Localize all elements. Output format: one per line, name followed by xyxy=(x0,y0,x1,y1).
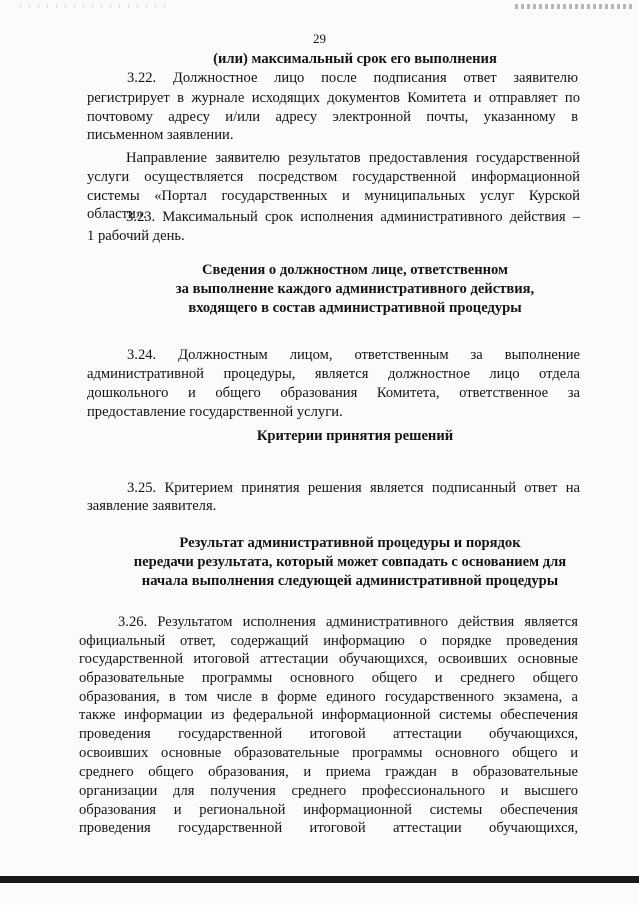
section-heading-kriterii: Критерии принятия решений xyxy=(256,428,454,444)
paragraph-3-25-line: заявление заявителя. xyxy=(87,498,217,514)
scan-bottom-border xyxy=(0,876,639,883)
paragraph-3-26-line: образования и региональной информационной системы обеспечения xyxy=(79,802,578,818)
paragraph-3-24-line: дошкольного и общего образования Комитета, ответственное за xyxy=(87,385,580,401)
section-heading-rezultat: передачи результата, который может совпадать с основанием для xyxy=(133,554,567,570)
paragraph-3-26-line: образования, в том числе в форме единого государственного экзамена, а xyxy=(79,689,578,705)
paragraph-3-26-line: освоивших основные образовательные программы основного общего и xyxy=(79,745,578,761)
paragraph-3-22-line: 3.22. Должностное лицо после подписания ответ заявителю xyxy=(127,70,578,86)
paragraph-3-23-line: 1 рабочий день. xyxy=(87,228,185,244)
paragraph-3-26-line: официальный ответ, содержащий информацию о порядке проведения xyxy=(79,633,578,649)
paragraph-3-22-line: регистрирует в журнале исходящих документов Комитета и отправляет по xyxy=(87,90,580,106)
scan-artifact-right xyxy=(515,4,635,9)
paragraph-3-26-line: государственной итоговой аттестации обучающихся, освоивших основные xyxy=(79,651,578,667)
paragraph-3-24-line: 3.24. Должностным лицом, ответственным за выполнение xyxy=(127,347,580,363)
section-heading-rezultat: начала выполнения следующей административной процедуры xyxy=(141,573,559,589)
section-heading-svedeniya: за выполнение каждого административного действия, xyxy=(175,281,535,297)
paragraph-3-22-line: письменном заявлении. xyxy=(87,127,234,143)
section-heading-rezultat: Результат административной процедуры и порядок xyxy=(179,535,521,551)
paragraph-napravlenie-line: системы «Портал государственных и муниципальных услуг Курской xyxy=(87,188,580,204)
paragraph-napravlenie-line: услуги осуществляется посредством государственной информационной xyxy=(87,169,580,185)
paragraph-napravlenie-line: Направление заявителю результатов предоставления государственной xyxy=(126,150,580,166)
paragraph-3-24-line: предоставление государственной услуги. xyxy=(87,404,343,420)
paragraph-3-22-line: почтовому адресу и/или адресу электронной почты, указанному в xyxy=(87,109,578,125)
paragraph-3-24-line: административной процедуры, является должностное лицо отдела xyxy=(87,366,580,382)
paragraph-3-26-line: проведения государственной итоговой аттестации обучающихся, xyxy=(79,726,578,742)
paragraph-3-26-line: проведения государственной итоговой аттестации обучающихся, xyxy=(79,820,578,836)
paragraph-3-25-line: 3.25. Критерием принятия решения является подписанный ответ на xyxy=(127,480,580,496)
paragraph-napravlenie-line: области». xyxy=(87,206,147,222)
paragraph-3-26-line: среднего общего образования, и приема граждан в образовательные xyxy=(79,764,578,780)
paragraph-3-26-line: 3.26. Результатом исполнения административного действия является xyxy=(118,614,578,630)
section-heading-svedeniya: Сведения о должностном лице, ответственном xyxy=(201,262,509,278)
paragraph-3-26-line: организации для получения среднего профессионального и высшего xyxy=(79,783,578,799)
page-number: 29 xyxy=(313,31,326,46)
continuation-heading: (или) максимальный срок его выполнения xyxy=(213,51,497,67)
paragraph-3-26-line: образовательные программы основного общего и среднего общего xyxy=(79,670,578,686)
paragraph-3-26-line: также информации из федеральной информационной системы обеспечения xyxy=(79,707,578,723)
paragraph-3-23-line: 3.23. Максимальный срок исполнения административного действия – xyxy=(126,209,580,225)
scan-artifact-left xyxy=(20,4,170,8)
section-heading-svedeniya: входящего в состав административной процедуры xyxy=(188,300,522,316)
